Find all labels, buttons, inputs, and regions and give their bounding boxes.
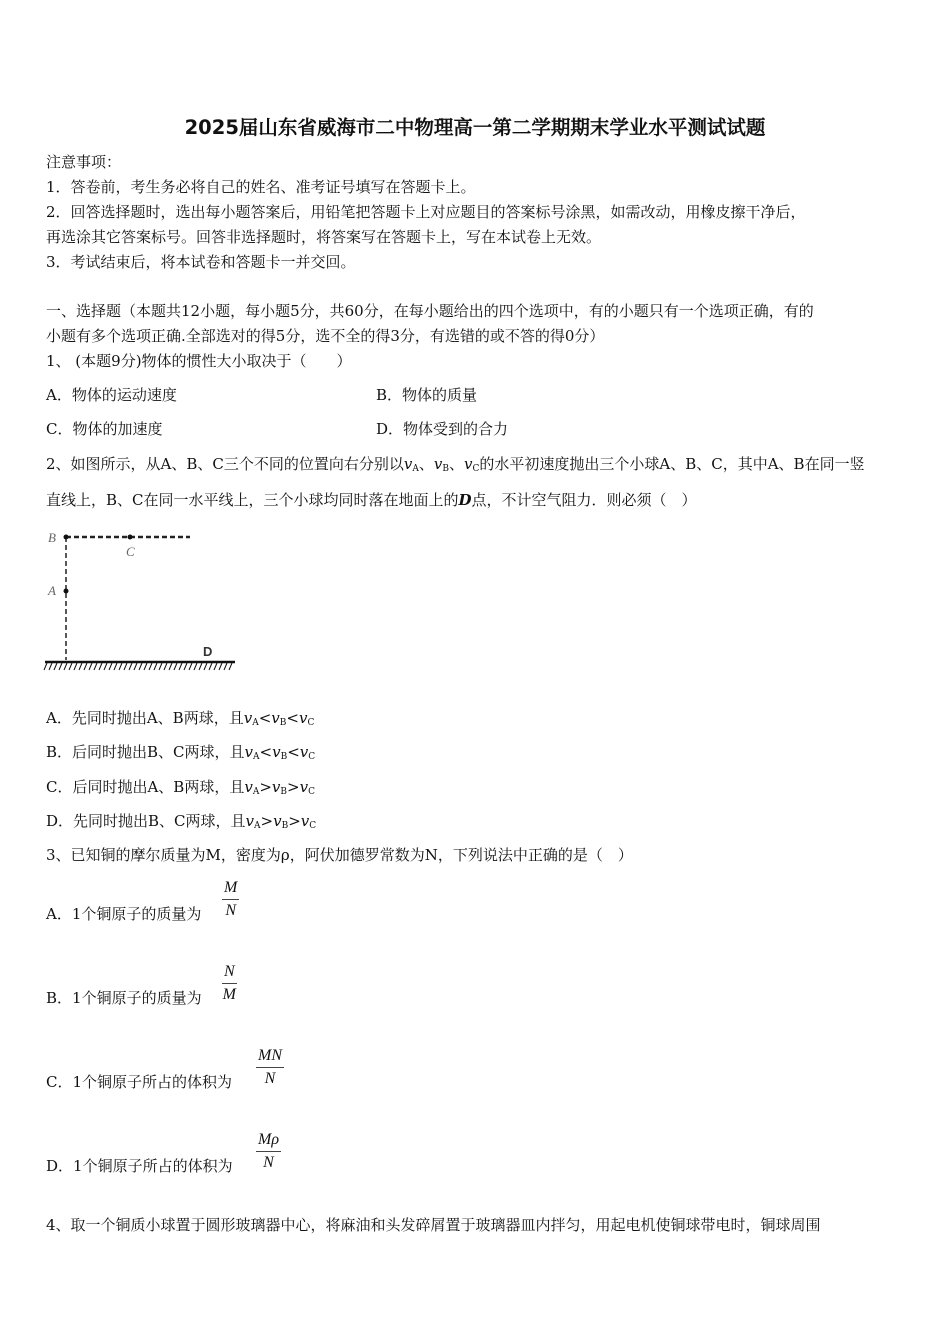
q2-option-d: D．先同时抛出B、C两球，且$v_A>v_B>v_C$: [46, 812, 317, 831]
question-2-stem: 2、如图所示，从A、B、C三个不同的位置向右分别以$v_A$、$v_B$、$v_C$的水平初速度抛出三个小球A、B、C，其中A、B在同一竖: [46, 455, 865, 474]
q1-option-b: B．物体的质量: [376, 386, 478, 404]
label-b: B: [48, 530, 56, 545]
q1-option-c: C．物体的加速度: [46, 420, 163, 438]
label-c: C: [126, 544, 135, 559]
question-4-stem: 4、取一个铜质小球置于圆形玻璃器中心，将麻油和头发碎屑置于玻璃器皿内拌匀，用起电机使铜球带电时，铜球周围: [46, 1216, 821, 1234]
note-item: 再选涂其它答案标号。回答非选择题时，将答案写在答题卡上，写在本试卷上无效。: [46, 228, 602, 246]
question-3-stem: 3、已知铜的摩尔质量为M，密度为ρ，阿伏加德罗常数为N，下列说法中正确的是（ ）: [46, 846, 633, 864]
page-title: 2025届山东省威海市二中物理高一第二学期期末学业水平测试试题: [184, 116, 766, 139]
fraction-n-over-m: N M: [222, 963, 236, 1003]
q1-option-d: D．物体受到的合力: [376, 420, 509, 438]
question-2-stem-cont: 直线上，B、C在同一水平线上，三个小球均同时落在地面上的D点，不计空气阻力．则必须（ ）: [46, 491, 697, 509]
label-d: D: [203, 644, 213, 659]
section-heading: 小题有多个选项正确.全部选对的得5分，选不全的得3分，有选错的或不答的得0分）: [46, 327, 605, 345]
q2-option-a: A．先同时抛出A、B两球，且$v_A<v_B<v_C$: [46, 709, 315, 728]
q3-option-d: D．1个铜原子所占的体积为: [46, 1157, 233, 1175]
fraction-mrho-over-n: Mρ N: [258, 1131, 280, 1171]
q1-option-a: A．物体的运动速度: [46, 386, 177, 404]
fraction-m-over-n: M N: [224, 879, 238, 919]
q3-option-b: B．1个铜原子的质量为: [46, 989, 202, 1007]
q2-option-c: C．后同时抛出A、B两球，且$v_A>v_B>v_C$: [46, 778, 315, 797]
notes-heading: 注意事项：: [46, 153, 122, 171]
question-1-stem: 1、 (本题9分)物体的惯性大小取决于（ ）: [46, 352, 352, 370]
q3-option-a: A．1个铜原子的质量为: [46, 905, 202, 923]
note-item: 3．考试结束后，将本试卷和答题卡一并交回。: [46, 253, 356, 271]
note-item: 2．回答选择题时，选出每小题答案后，用铅笔把答题卡上对应题目的答案标号涂黑，如需改动，用橡皮擦干净后，: [46, 203, 806, 221]
note-item: 1．答卷前，考生务必将自己的姓名、准考证号填写在答题卡上。: [46, 178, 476, 196]
projectile-figure: [40, 525, 240, 675]
q3-option-c: C．1个铜原子所占的体积为: [46, 1073, 233, 1091]
section-heading: 一、选择题（本题共12小题，每小题5分，共60分，在每小题给出的四个选项中，有的小题只有一个选项正确，有的: [46, 302, 814, 320]
fraction-mn-over-n: MN N: [258, 1047, 282, 1087]
q2-option-b: B．后同时抛出B、C两球，且$v_A<v_B<v_C$: [46, 743, 316, 762]
label-a: A: [48, 583, 56, 598]
